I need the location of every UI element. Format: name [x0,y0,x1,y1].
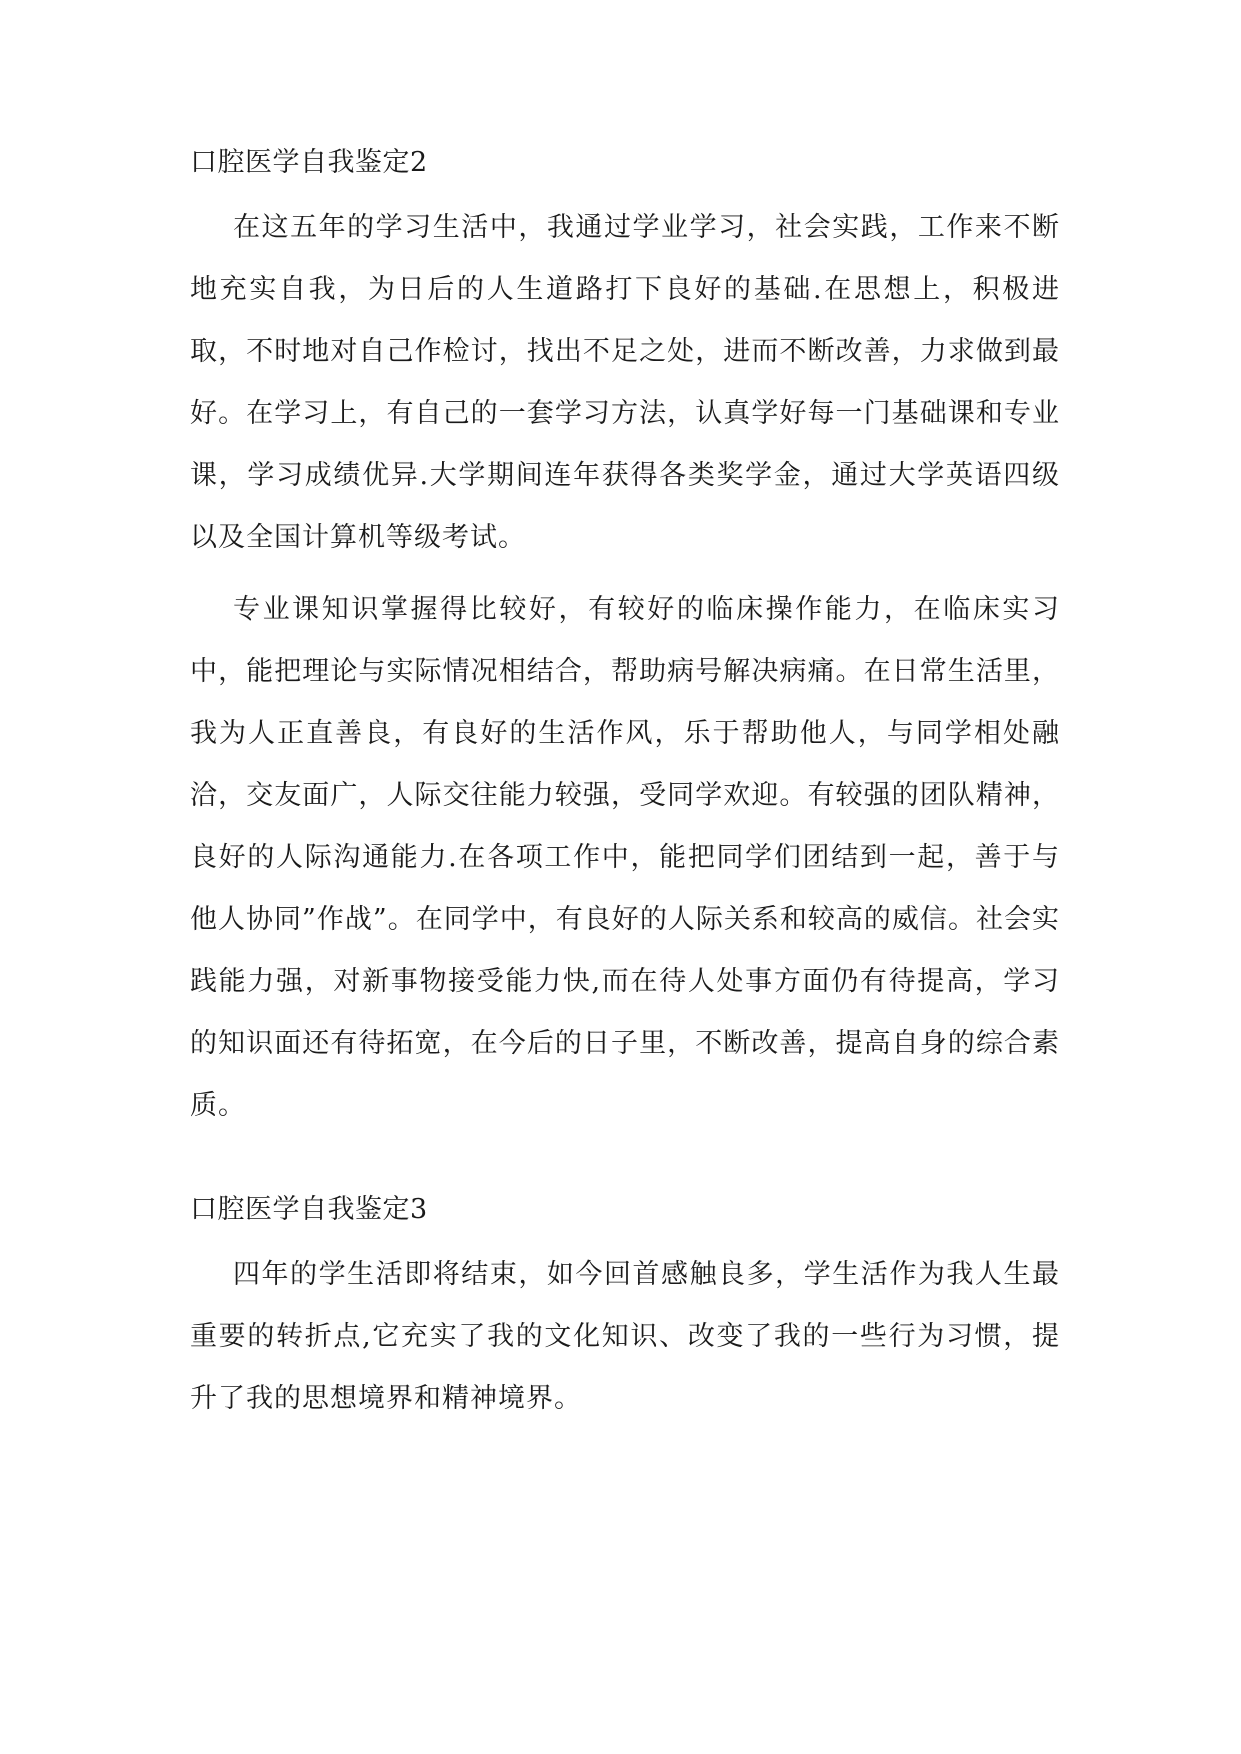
section-2-paragraph-1: 在这五年的学习生活中，我通过学业学习，社会实践，工作来不断地充实自我，为日后的人生道路打下良好的基础.在思想上，积极进取，不时地对自己作检讨，找出不足之处，进而不断改善，力求做到最好。在学习上，有自己的一套学习方法，认真学好每一门基础课和专业课，学习成绩优异.大学期间连年获得各类奖学金，通过大学英语四级以及全国计算机等级考试。 [190,212,1060,553]
section-2 [190,143,1060,1137]
section-3-title: 口腔医学自我鉴定3 [190,1194,428,1225]
document-page [190,0,1060,1754]
section-3 [190,1190,1060,1430]
section-2-paragraph-2: 专业课知识掌握得比较好，有较好的临床操作能力，在临床实习中，能把理论与实际情况相结合，帮助病号解决病痛。在日常生活里，我为人正直善良，有良好的生活作风，乐于帮助他人，与同学相处融洽，交友面广，人际交往能力较强，受同学欢迎。有较强的团队精神，良好的人际沟通能力.在各项工作中，能把同学们团结到一起，善于与他人协同”作战”。在同学中，有良好的人际关系和较高的威信。社会实践能力强，对新事物接受能力快,而在待人处事方面仍有待提高，学习的知识面还有待拓宽，在今后的日子里，不断改善，提高自身的综合素质。 [190,594,1060,1121]
section-3-paragraph-1: 四年的学生活即将结束，如今回首感触良多，学生活作为我人生最重要的转折点,它充实了我的文化知识、改变了我的一些行为习惯，提升了我的思想境界和精神境界。 [190,1259,1060,1414]
section-2-title: 口腔医学自我鉴定2 [190,147,428,178]
